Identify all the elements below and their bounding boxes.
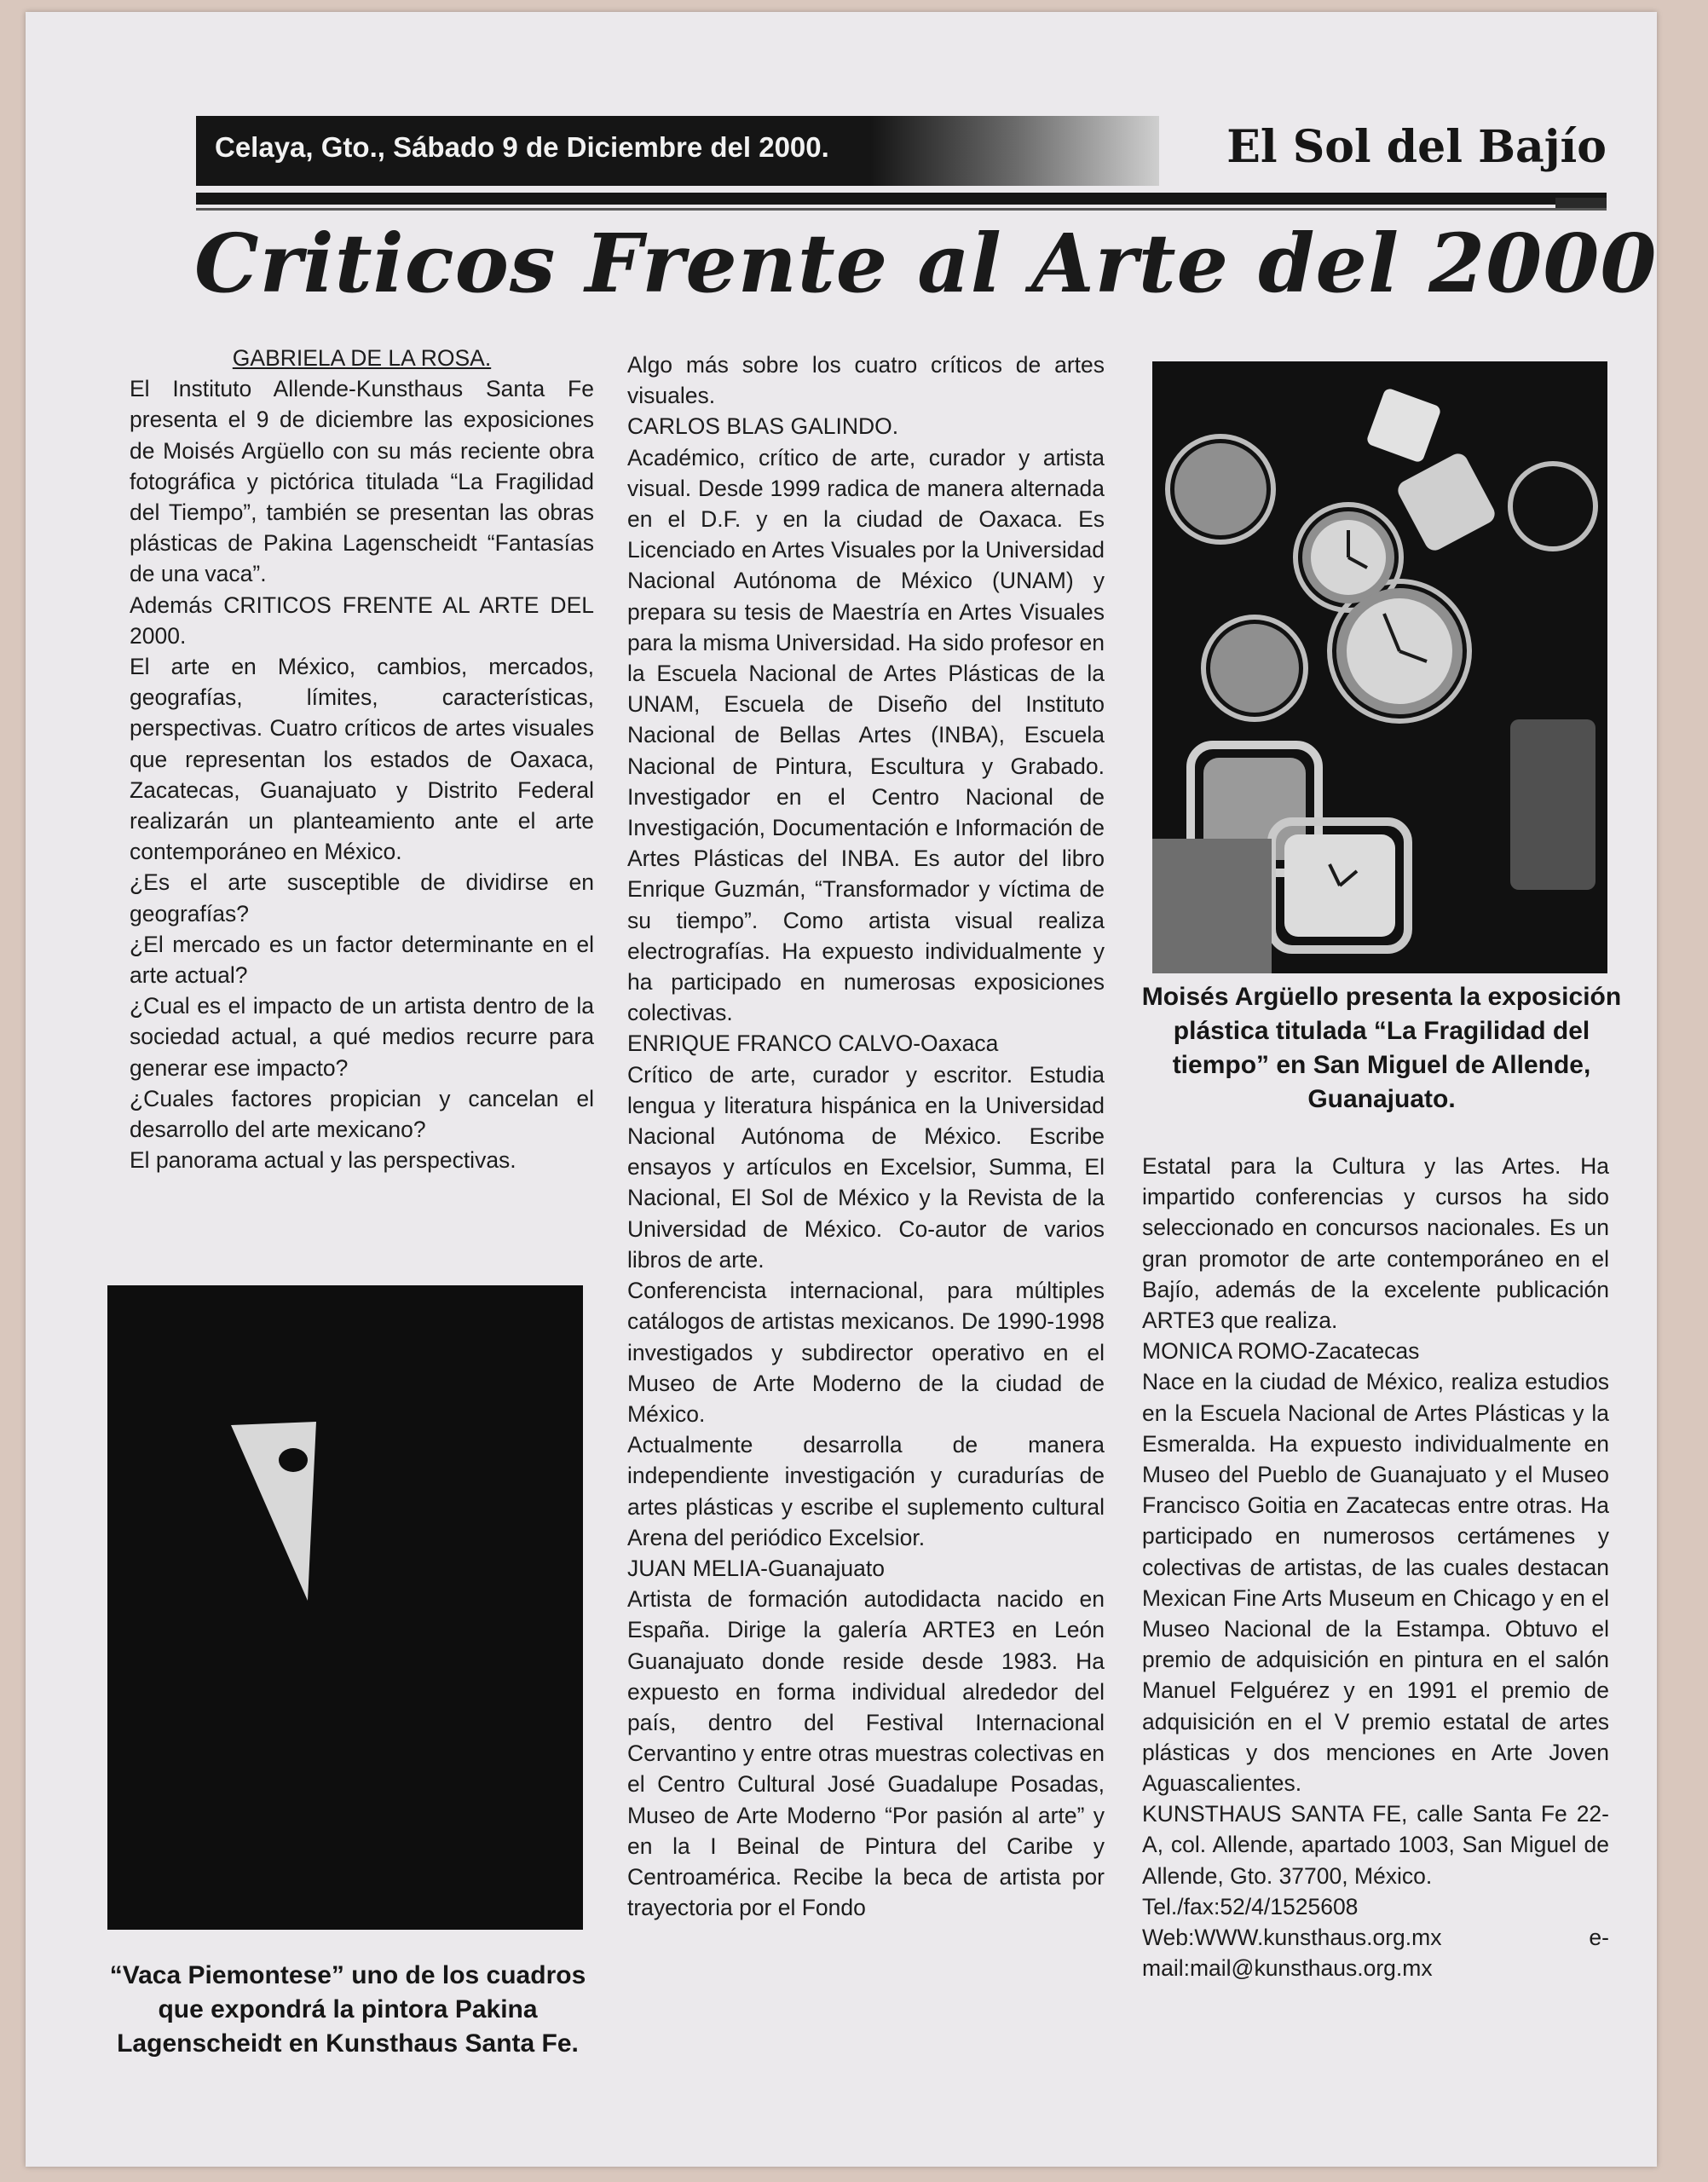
paragraph: El Instituto Allende-Kunsthaus Santa Fe presenta el 9 de diciembre las exposiciones de Moisés Argüello con su más reciente obra fotográfica y pictórica titulada “La Fragilidad del Tiempo”, también se presentan las obras plásticas de Pakina Lagenscheidt “Fantasías de una vaca”. [130, 376, 594, 587]
paragraph: ¿Cuales factores propician y cancelan el desarrollo del arte mexicano? [130, 1085, 594, 1143]
headline: Criticos Frente al Arte del 2000 [194, 216, 1658, 311]
masthead: El Sol del Bajío [1226, 121, 1607, 173]
column-3 [1142, 1151, 1609, 1983]
critic-name: MONICA ROMO-Zacatecas [1142, 1338, 1420, 1365]
paragraph: Además CRITICOS FRENTE AL ARTE DEL 2000. [130, 592, 594, 649]
paragraph: ¿Cual es el impacto de un artista dentro de la sociedad actual, a qué medios recurre para generar ese impacto? [130, 993, 594, 1081]
paragraph: Crítico de arte, curador y escritor. Estudia lengua y literatura hispánica en la Universidad Nacional Autónoma de México. Escribe ensayos y artículos en Excelsior, Summa, El Nacional, El Sol de México y la Revista de la Universidad de México. Co-autor de varios libros de arte. [627, 1061, 1105, 1273]
paragraph: El arte en México, cambios, mercados, geografías, límites, características, perspectivas. Cuatro críticos de artes visuales que representan los estados de Oaxaca, Zacatecas, Guanajuato y Distrito Federal realizarán un planteamiento ante el arte contemporáneo en México. [130, 654, 594, 865]
paragraph: Algo más sobre los cuatro críticos de artes visuales. [627, 352, 1105, 409]
critic-name: ENRIQUE FRANCO CALVO-Oaxaca [627, 1030, 999, 1057]
newspaper-clipping [26, 12, 1657, 2167]
paragraph: Conferencista internacional, para múltiples catálogos de artistas mexicanos. De 1990-1998 investigados y subdirector operativo en el Museo de Arte Moderno de la ciudad de México. [627, 1278, 1105, 1427]
paragraph: El panorama actual y las perspectivas. [130, 1147, 516, 1174]
contact-info: Tel./fax:52/4/1525608 Web:WWW.kunsthaus.org.mx e-mail:mail@kunsthaus.org.mx [1142, 1893, 1609, 1982]
paragraph: ¿El mercado es un factor determinante en el arte actual? [130, 931, 594, 989]
header-rule [196, 193, 1607, 205]
paragraph: Actualmente desarrolla de manera independiente investigación y curadurías de artes plásticas y escribe el suplemento cultural Arena del periódico Excelsior. [627, 1432, 1105, 1550]
painting-caption: “Vaca Piemontese” uno de los cuadros que expondrá la pintora Pakina Lagenscheidt en Kunsthaus Santa Fe. [109, 1961, 586, 2058]
paragraph: ¿Es el arte susceptible de dividirse en geografías? [130, 869, 594, 926]
dateline: Celaya, Gto., Sábado 9 de Diciembre del 2000. [215, 131, 829, 163]
paragraph: Artista de formación autodidacta nacido en España. Dirige la galería ARTE3 en León Guanajuato donde reside desde 1983. Ha expuesto en forma individual alrededor del país, dentro del Festival Internacional Cervantino y entre otras muestras colectivas en el Centro Cultural José Guadalupe Posadas, Museo de Arte Moderno “Por pasión al arte” y en la I Beinal de Pintura del Caribe y Centroamérica. Recibe la beca de artista por trayectoria por el Fondo [627, 1586, 1105, 1921]
byline: GABRIELA DE LA ROSA. [232, 345, 492, 371]
column-1 [130, 343, 594, 1175]
paragraph: Estatal para la Cultura y las Artes. Ha impartido conferencias y cursos ha sido seleccionado en concursos nacionales. Es un gran promotor de arte contemporáneo en el Bajío, además de la excelente publicación ARTE3 que realiza. [1142, 1153, 1609, 1334]
critic-name: JUAN MELIA-Guanajuato [627, 1555, 885, 1581]
paragraph: Académico, crítico de arte, curador y artista visual. Desde 1999 radica de manera alternada en el D.F. y en la ciudad de Oaxaca. Es Licenciado en Artes Visuales por la Universidad Nacional Autónoma de México (UNAM) y prepara su tesis de Maestría en Artes Visuales para la misma Universidad. Ha sido profesor en la Escuela Nacional de Artes Plásticas de la UNAM, Escuela de Diseño del Instituto Nacional de Bellas Artes (INBA), Escuela Nacional de Pintura, Escultura y Grabado. Investigador en el Centro Nacional de Investigación, Documentación e Información de Artes Plásticas del INBA. Es autor del libro Enrique Guzmán, “Transformador y víctima de su tiempo”. Como artista visual realiza electrografías. Ha expuesto individualmente y ha participado en numerosas exposiciones colectivas. [627, 444, 1105, 1026]
clocks-photo [1152, 361, 1607, 973]
photo-caption: Moisés Argüello presenta la exposición plástica titulada “La Fragilidad del tiempo” en San Miguel de Allende, Guanajuato. [1141, 983, 1622, 1113]
contact-address: KUNSTHAUS SANTA FE, calle Santa Fe 22-A, col. Allende, apartado 1003, San Miguel de Allende, Gto. 37700, México. [1142, 1801, 1609, 1889]
clocks-icon [1152, 361, 1607, 973]
painting-triangle-icon [107, 1285, 583, 1930]
paragraph: Nace en la ciudad de México, realiza estudios en la Escuela Nacional de Artes Plásticas y la Esmeralda. Ha expuesto individualmente en Museo del Pueblo de Guanajuato y el Museo Francisco Goitia en Zacatecas entre otras. Ha participado en numerosos certámenes y colectivas de artistas, de las cuales destacan Mexican Fine Arts Museum en Chicago y en el Museo Nacional de la Estampa. Obtuvo el premio de adquisición en pintura en el salón Manuel Felguérez y en 1991 el premio de adquisición en el V premio estatal de artes plásticas y dos menciones en Arte Joven Aguascalientes. [1142, 1369, 1609, 1797]
column-2 [627, 349, 1105, 1923]
painting-image [107, 1285, 583, 1930]
header-rule-thin [196, 208, 1607, 211]
critic-name: CARLOS BLAS GALINDO. [627, 413, 899, 440]
corner-mark [1555, 198, 1607, 208]
